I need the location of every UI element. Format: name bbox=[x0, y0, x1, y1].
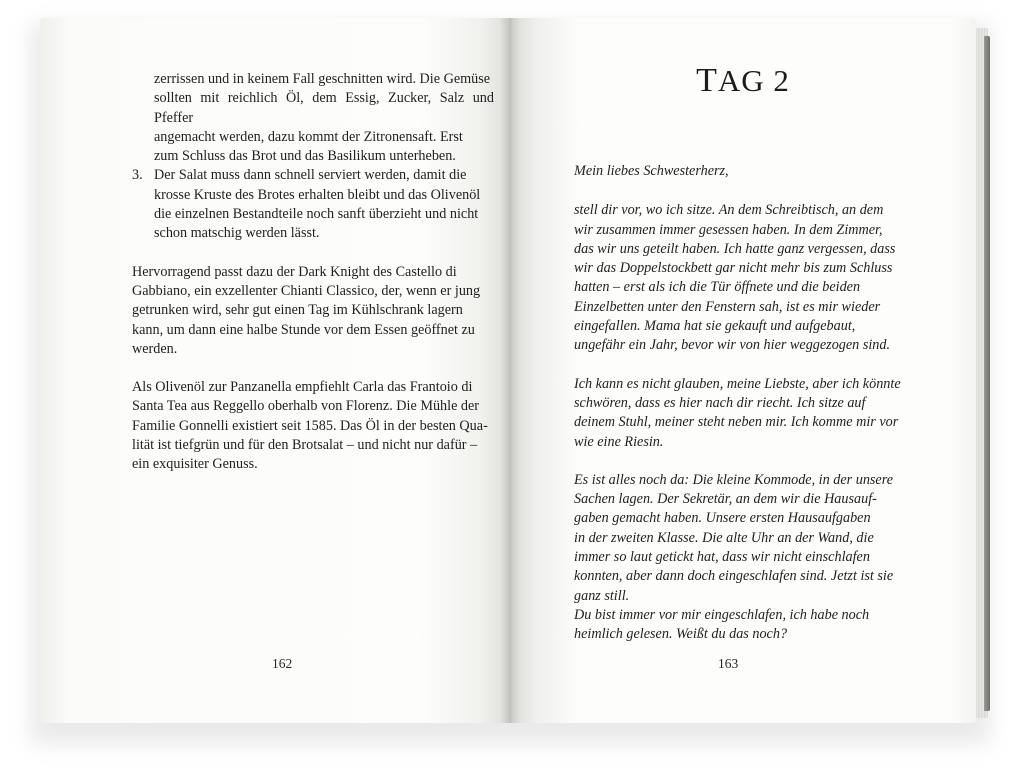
text-line: Gabbiano, ein exzellenter Chianti Classico, der, wenn er jung bbox=[132, 282, 481, 299]
text-line: angemacht werden, dazu kommt der Zitronensaft. Erst bbox=[154, 128, 463, 145]
left-page-text bbox=[132, 70, 494, 475]
text-line: gaben gemacht haben. Unsere ersten Hausaufgaben bbox=[574, 510, 871, 527]
text-line: in der zweiten Klasse. Die alte Uhr an der Wand, die bbox=[574, 529, 874, 546]
letter-paragraph bbox=[574, 375, 914, 452]
text-line: Es ist alles noch da: Die kleine Kommode, in der unsere bbox=[574, 471, 894, 488]
text-line: ein exquisiter Genuss. bbox=[132, 456, 258, 473]
page-number-right: 163 bbox=[718, 656, 739, 671]
letter-paragraph bbox=[574, 471, 914, 645]
text-line: Santa Tea aus Reggello oberhalb von Florenz. Die Mühle der bbox=[132, 398, 480, 415]
text-line: Der Salat muss dann schnell serviert werden, damit die bbox=[154, 167, 467, 184]
text-line: werden. bbox=[132, 340, 178, 357]
text-line: krosse Kruste des Brotes erhalten bleibt und das Olivenöl bbox=[154, 186, 481, 203]
text-line: immer so laut getickt hat, dass wir nicht einschlafen bbox=[574, 549, 870, 566]
text-line: Sachen lagen. Der Sekretär, an dem wir die Hausauf- bbox=[574, 491, 877, 508]
olive-oil-paragraph bbox=[132, 378, 494, 474]
text-line: Einzelbetten unter den Fenstern sah, ist es mir wieder bbox=[574, 298, 881, 315]
text-line: zerrissen und in keinem Fall geschnitten wird. Die Gemüse bbox=[154, 71, 491, 87]
text-line: heimlich gelesen. Weißt du das noch? bbox=[574, 626, 788, 643]
left-page bbox=[40, 18, 510, 723]
text-line: zum Schluss das Brot und das Basilikum unterheben. bbox=[154, 148, 456, 165]
text-line: Hervorragend passt dazu der Dark Knight des Castello di bbox=[132, 263, 457, 280]
text-line: schon matschig werden lässt. bbox=[154, 225, 320, 242]
text-line: die einzelnen Bestandteile noch sanft überzieht und nicht bbox=[154, 206, 479, 223]
right-page bbox=[510, 18, 976, 723]
item-number: 3. bbox=[132, 167, 143, 184]
text-line: das wir uns geteilt haben. Ich hatte ganz vergessen, dass bbox=[574, 240, 896, 257]
text-line: wir zusammen immer gesessen haben. In dem Zimmer, bbox=[574, 221, 883, 238]
chapter-title-initial: T bbox=[696, 62, 718, 99]
text-line: Ich kann es nicht glauben, meine Liebste, aber ich könnte bbox=[574, 375, 901, 392]
chapter-title bbox=[510, 62, 976, 100]
text-line: getrunken wird, sehr gut einen Tag im Kühlschrank lagern bbox=[132, 302, 463, 319]
salutation: Mein liebes Schwesterherz, bbox=[574, 163, 729, 179]
back-cover-edge bbox=[984, 36, 990, 711]
text-line: eingefallen. Mama hat sie gekauft und aufgebaut, bbox=[574, 318, 856, 335]
letter-text bbox=[574, 162, 914, 645]
text-line: lität ist tiefgrün und für den Brotsalat – und nicht nur dafür – bbox=[132, 437, 478, 454]
text-line: schwören, dass es hier nach dir riecht. Ich sitze auf bbox=[574, 394, 866, 411]
text-line: hatten – erst als ich die Tür öffnete und die beiden bbox=[574, 279, 861, 296]
recipe-paragraph bbox=[132, 70, 494, 166]
book-spine-shadow bbox=[500, 18, 520, 723]
text-line: wie eine Riesin. bbox=[574, 433, 664, 450]
chapter-title-rest: AG 2 bbox=[717, 63, 790, 98]
wine-paragraph bbox=[132, 263, 494, 359]
text-line: wir das Doppelstockbett gar nicht mehr bis zum Schluss bbox=[574, 260, 893, 277]
text-line: Familie Gonnelli existiert seit 1585. Das Öl in der besten Qua- bbox=[132, 417, 488, 434]
text-line: ganz still. bbox=[574, 587, 630, 604]
text-line: Als Olivenöl zur Panzanella empfiehlt Carla das Frantoio di bbox=[132, 379, 473, 396]
text-line: ungefähr ein Jahr, bevor wir von hier weggezogen sind. bbox=[574, 337, 891, 354]
numbered-item-3 bbox=[132, 166, 494, 243]
text-line: Du bist immer vor mir eingeschlafen, ich habe noch bbox=[574, 606, 870, 623]
text-line: konnten, aber dann doch eingeschlafen sind. Jetzt ist sie bbox=[574, 568, 894, 585]
page-number-left: 162 bbox=[272, 656, 293, 671]
text-line: stell dir vor, wo ich sitze. An dem Schreibtisch, an dem bbox=[574, 202, 884, 219]
text-line: deinem Stuhl, meiner steht neben mir. Ich komme mir vor bbox=[574, 414, 899, 431]
text-line: kann, um dann eine halbe Stunde vor dem Essen geöffnet zu bbox=[132, 321, 475, 338]
letter-paragraph bbox=[574, 201, 914, 355]
text-line: sollten mit reichlich Öl, dem Essig, Zucker, Salz und Pfeffer bbox=[154, 90, 494, 126]
